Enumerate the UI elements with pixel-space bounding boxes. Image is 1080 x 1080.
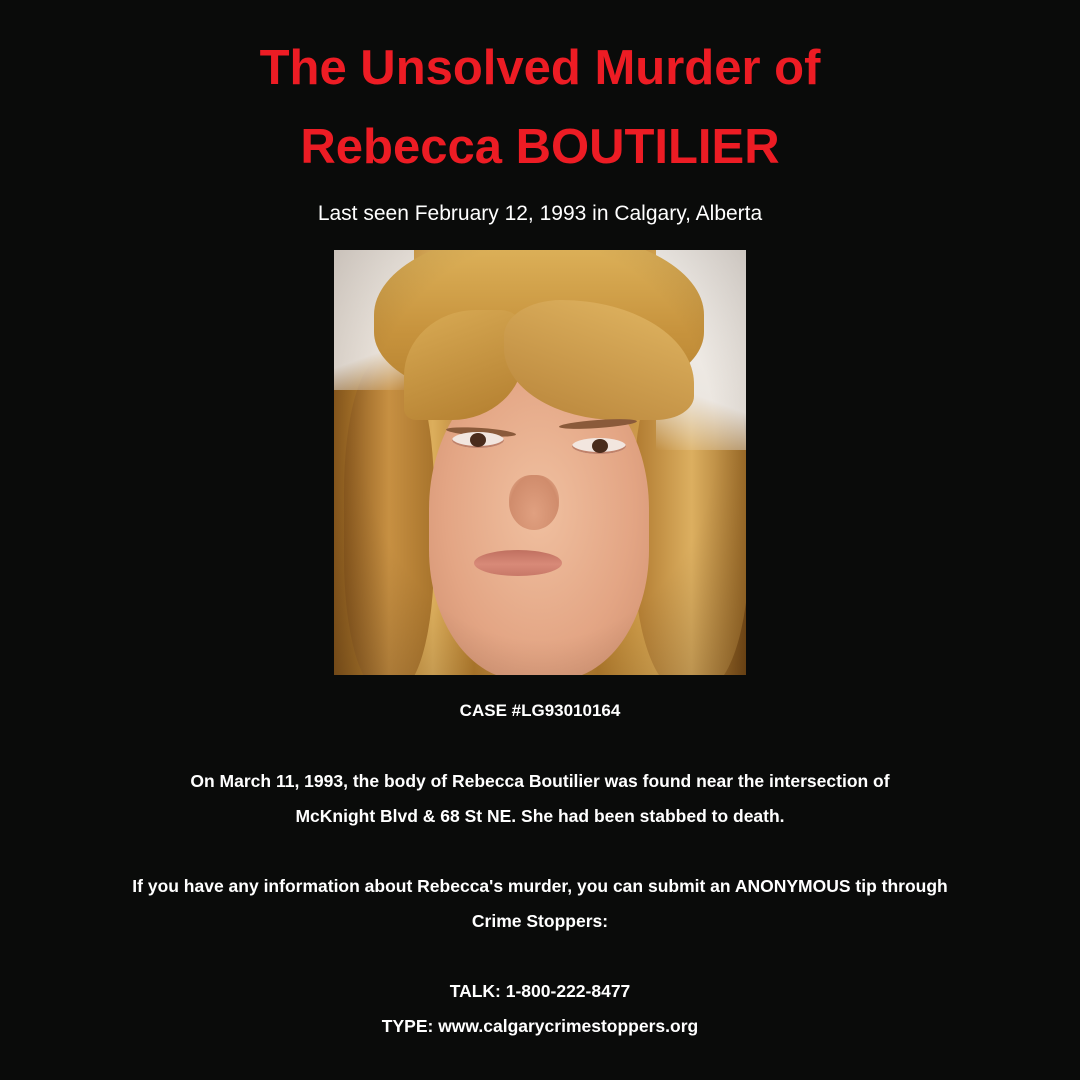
tip-instructions-line-1: If you have any information about Rebecca's murder, you can submit an ANONYMOUS tip through	[132, 876, 948, 896]
type-website-url: TYPE: www.calgarycrimestoppers.org	[381, 1016, 699, 1036]
case-description	[0, 764, 1080, 834]
tip-instructions	[0, 869, 1080, 939]
tip-instructions-line-2: Crime Stoppers:	[471, 911, 609, 931]
poster-title-line-1: The Unsolved Murder of	[259, 41, 821, 95]
case-description-line-1: On March 11, 1993, the body of Rebecca Boutilier was found near the intersection of	[190, 771, 890, 791]
last-seen-subtitle: Last seen February 12, 1993 in Calgary, Alberta	[317, 202, 763, 225]
poster-title-line-2: Rebecca BOUTILIER	[300, 120, 780, 174]
victim-photo	[334, 250, 746, 675]
case-number: CASE #LG93010164	[459, 701, 621, 720]
talk-phone-number: TALK: 1-800-222-8477	[449, 981, 631, 1001]
case-description-line-2: McKnight Blvd & 68 St NE. She had been stabbed to death.	[295, 806, 785, 826]
